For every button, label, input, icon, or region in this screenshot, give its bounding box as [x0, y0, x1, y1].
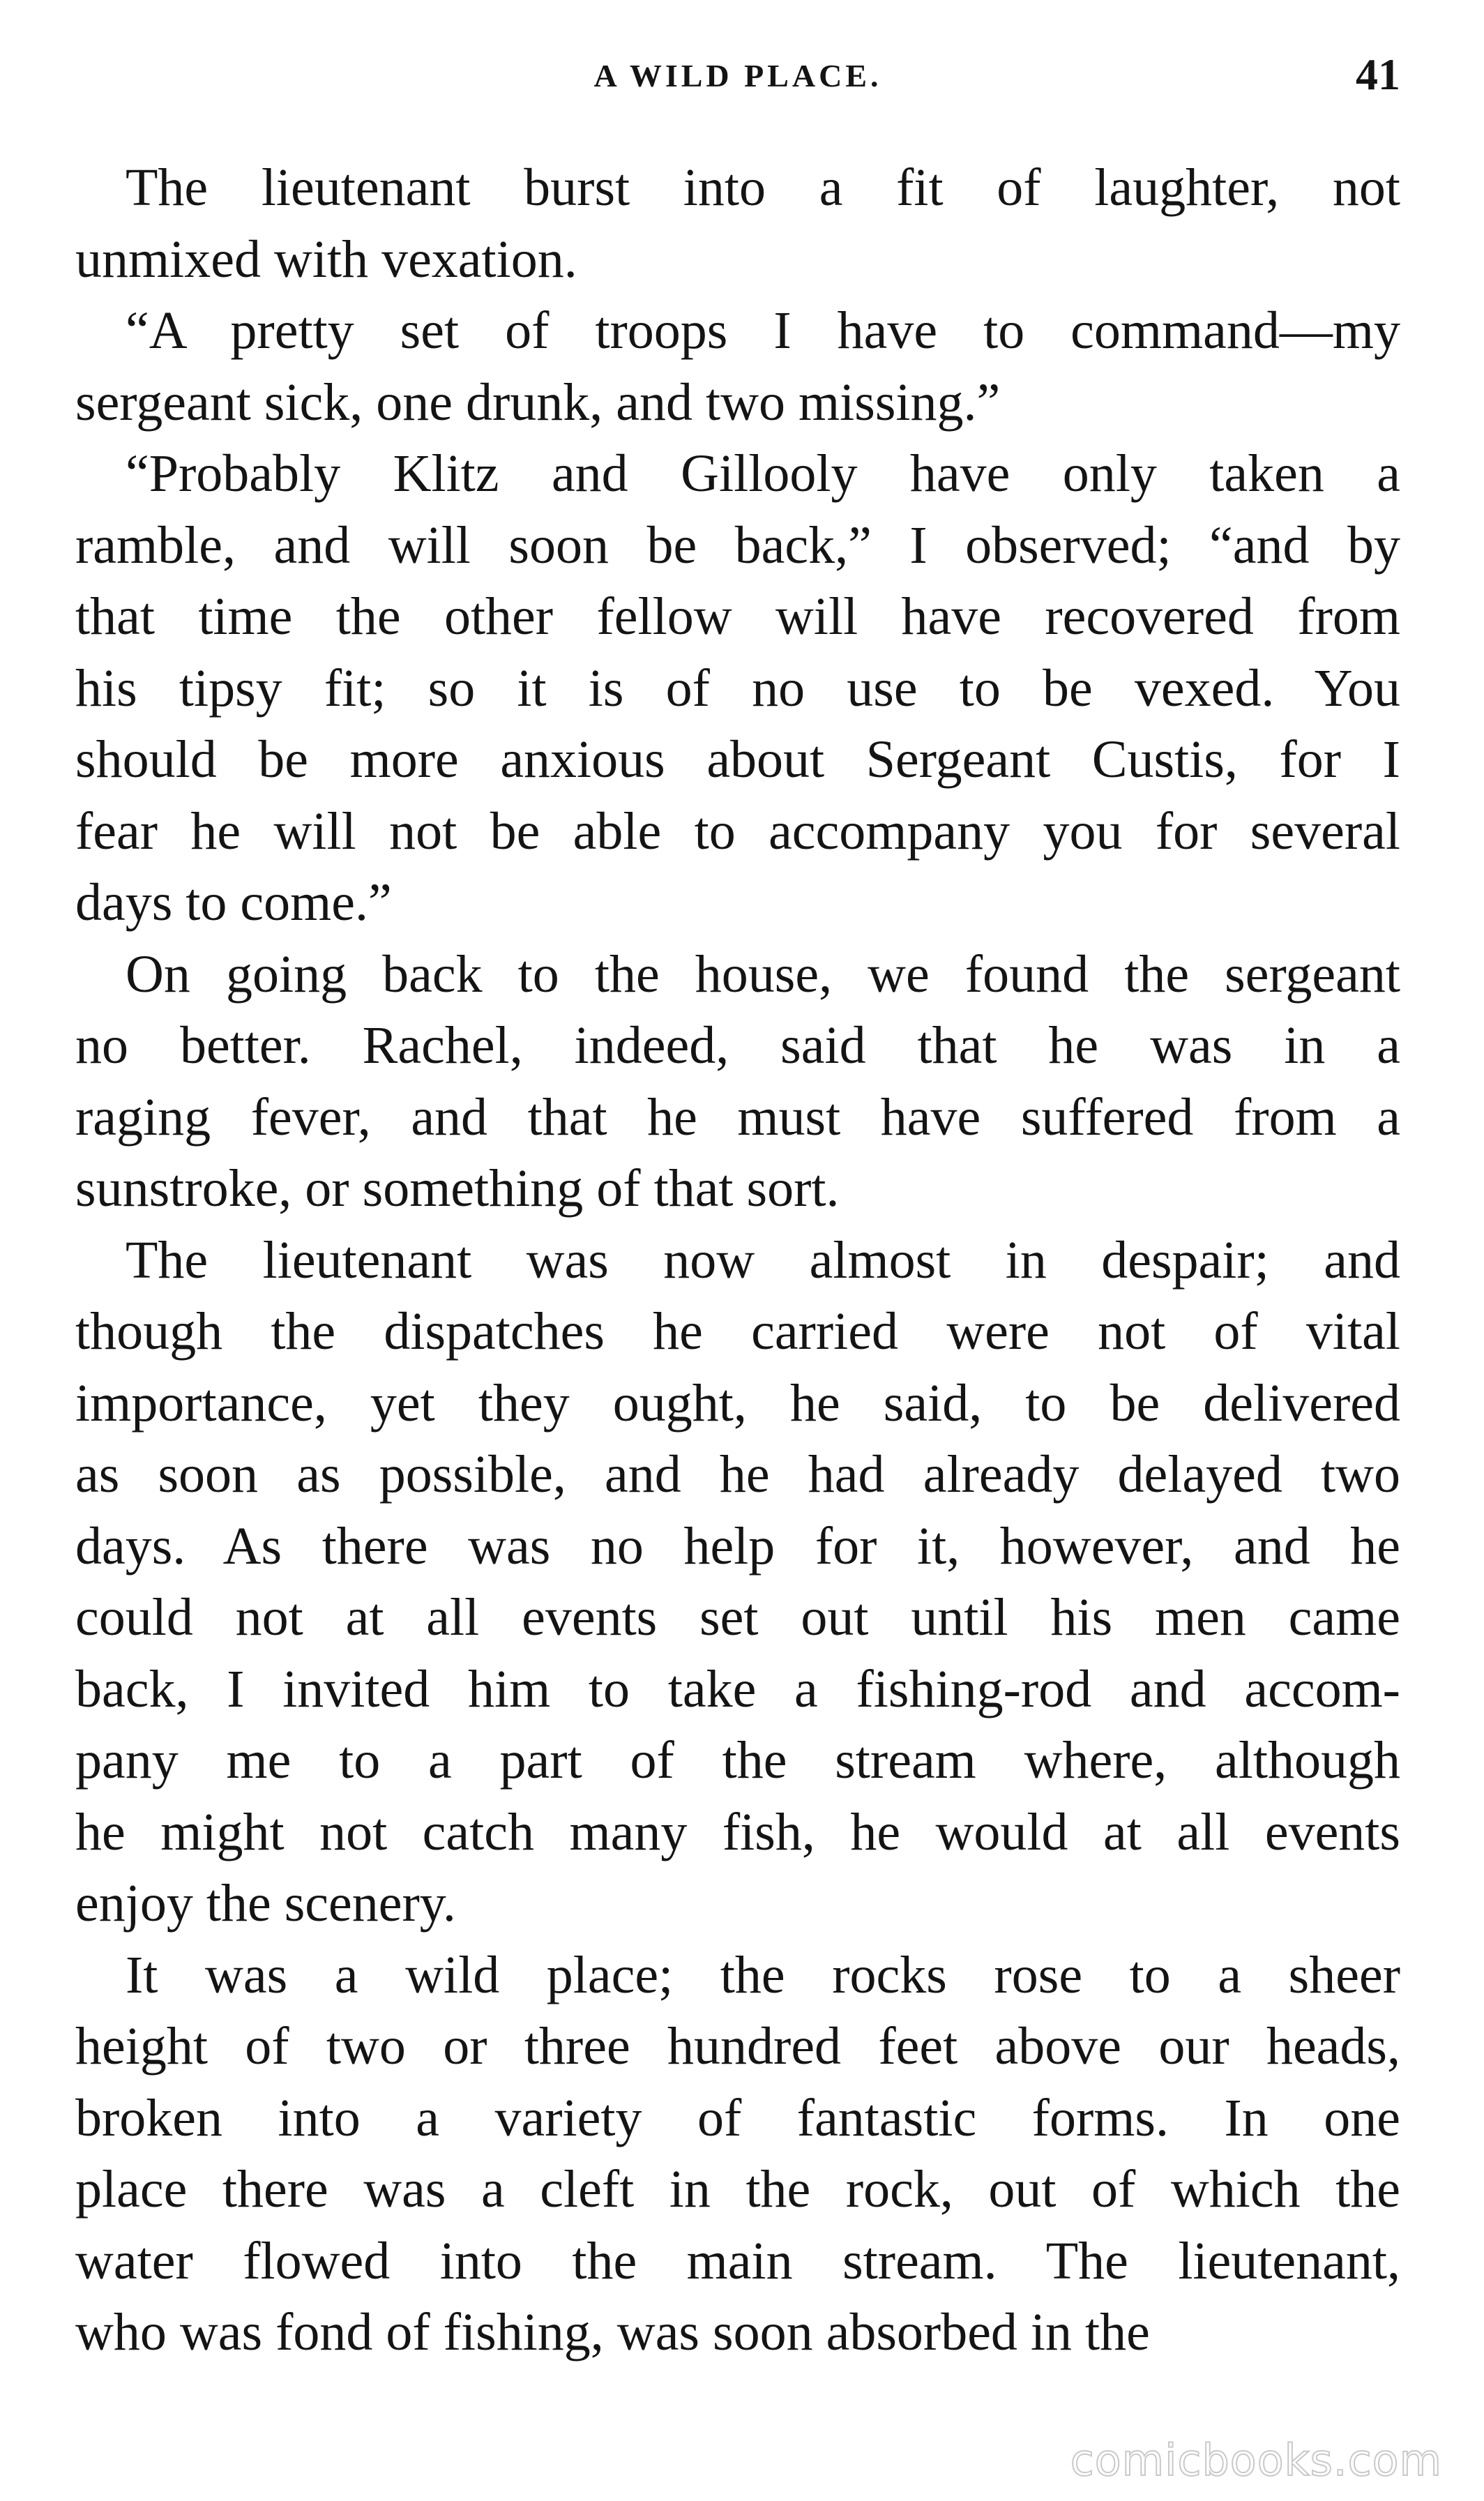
text-line: The lieutenant was now almost in despair; and — [126, 1230, 1400, 1290]
text-line: “A pretty set of troops I have to command—my — [126, 301, 1400, 360]
paragraph — [75, 1940, 1400, 2368]
text-line: should be more anxious about Sergeant Custis, for I — [75, 730, 1400, 789]
text-line: “Probably Klitz and Gillooly have only taken a — [126, 444, 1400, 503]
text-line: enjoy the scenery. — [75, 1874, 456, 1933]
text-line: fear he will not be able to accompany you for several — [75, 801, 1400, 861]
text-line: ramble, and will soon be back,” I observed; “and by — [75, 515, 1400, 575]
text-line: importance, yet they ought, he said, to be delivered — [75, 1373, 1400, 1433]
text-line: On going back to the house, we found the sergeant — [126, 944, 1400, 1004]
text-line: The lieutenant burst into a fit of laughter, not — [126, 158, 1400, 217]
text-line: his tipsy fit; so it is of no use to be vexed. You — [75, 658, 1400, 718]
text-line: It was a wild place; the rocks rose to a sheer — [126, 1945, 1400, 2004]
text-line: that time the other fellow will have recovered from — [75, 587, 1400, 646]
paragraph — [75, 152, 1400, 295]
text-line: broken into a variety of fantastic forms. In one — [75, 2088, 1400, 2147]
text-line: unmixed with vexation. — [75, 229, 577, 289]
text-line: who was fond of fishing, was soon absorbed in the — [75, 2303, 1150, 2362]
page-number: 41 — [1356, 50, 1400, 99]
text-line: water flowed into the main stream. The lieutenant, — [75, 2231, 1400, 2290]
paragraph — [75, 295, 1400, 438]
text-line: height of two or three hundred feet above our heads, — [75, 2017, 1400, 2076]
paragraph — [75, 1225, 1400, 1940]
text-line: sergeant sick, one drunk, and two missing.” — [75, 372, 1001, 432]
running-head — [75, 49, 1400, 112]
text-line: though the dispatches he carried were not of vital — [75, 1302, 1400, 1361]
running-title: A WILD PLACE. — [593, 58, 882, 93]
text-line: days. As there was no help for it, however, and he — [75, 1516, 1400, 1576]
text-line: no better. Rachel, indeed, said that he was in a — [75, 1016, 1400, 1075]
text-line: place there was a cleft in the rock, out of which the — [75, 2160, 1400, 2219]
text-line: back, I invited him to take a fishing-rod and accom- — [75, 1659, 1400, 1718]
text-line: as soon as possible, and he had already delayed two — [75, 1445, 1400, 1504]
paragraph — [75, 939, 1400, 1225]
paragraph — [75, 438, 1400, 939]
body-text — [75, 152, 1400, 2368]
text-line: pany me to a part of the stream where, although — [75, 1731, 1400, 1790]
watermark-logo: comicbooks.com — [1070, 2435, 1442, 2486]
text-line: days to come.” — [75, 873, 392, 932]
text-line: could not at all events set out until his men came — [75, 1588, 1400, 1647]
text-line: raging fever, and that he must have suffered from a — [75, 1087, 1400, 1147]
text-line: he might not catch many fish, he would at all events — [75, 1802, 1400, 1861]
text-line: sunstroke, or something of that sort. — [75, 1159, 840, 1218]
